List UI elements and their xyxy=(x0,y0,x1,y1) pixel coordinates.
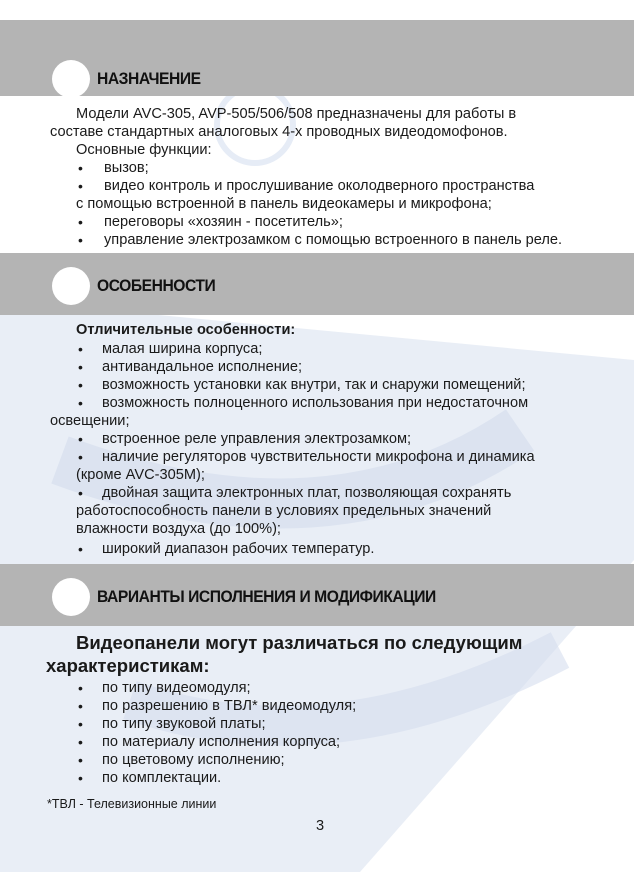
list-item-continuation: (кроме AVC-305M); xyxy=(76,467,205,483)
section-title-purpose: НАЗНАЧЕНИЕ xyxy=(97,69,201,88)
section-title-features: ОСОБЕННОСТИ xyxy=(97,276,216,295)
bullet: • xyxy=(78,377,83,393)
bullet: • xyxy=(78,178,83,194)
functions-heading: Основные функции: xyxy=(76,142,212,158)
section-band-features xyxy=(0,253,634,315)
list-item-continuation: освещении; xyxy=(50,413,130,429)
list-item: возможность полноценного использования при недостаточном xyxy=(102,395,529,411)
list-item-continuation: работоспособность панели в условиях предельных значений xyxy=(76,503,492,519)
section-circle-icon xyxy=(52,60,90,98)
list-item: встроенное реле управления электрозамком; xyxy=(102,431,412,447)
bullet: • xyxy=(78,716,83,732)
bullet: • xyxy=(78,160,83,176)
list-item: управление электрозамком с помощью встроенного в панель реле. xyxy=(104,232,563,248)
bullet: • xyxy=(78,359,83,375)
features-heading: Отличительные особенности: xyxy=(76,322,296,338)
list-item: по типу звуковой платы; xyxy=(102,716,266,732)
variants-heading: характеристикам: xyxy=(46,655,210,676)
bullet: • xyxy=(78,214,83,230)
bullet: • xyxy=(78,341,83,357)
bullet: • xyxy=(78,232,83,248)
bullet: • xyxy=(78,485,83,501)
page-number: 3 xyxy=(316,818,325,834)
bullet: • xyxy=(78,541,83,557)
list-item: наличие регуляторов чувствительности микрофона и динамика xyxy=(102,449,535,465)
bullet: • xyxy=(78,770,83,786)
list-item: по разрешению в ТВЛ* видеомодуля; xyxy=(102,698,357,714)
list-item: малая ширина корпуса; xyxy=(102,341,263,357)
section-circle-icon xyxy=(52,267,90,305)
bullet: • xyxy=(78,734,83,750)
footnote: *ТВЛ - Телевизионные линии xyxy=(47,797,217,811)
list-item: широкий диапазон рабочих температур. xyxy=(102,541,375,557)
bullet: • xyxy=(78,395,83,411)
list-item: видео контроль и прослушивание околодверного пространства xyxy=(104,178,535,194)
list-item: возможность установки как внутри, так и снаружи помещений; xyxy=(102,377,526,393)
list-item: по цветовому исполнению; xyxy=(102,752,285,768)
bullet: • xyxy=(78,431,83,447)
list-item: переговоры «хозяин - посетитель»; xyxy=(104,214,343,230)
section-circle-icon xyxy=(52,578,90,616)
bullet: • xyxy=(78,680,83,696)
section-title-variants: ВАРИАНТЫ ИСПОЛНЕНИЯ И МОДИФИКАЦИИ xyxy=(97,587,436,606)
purpose-intro-line: составе стандартных аналоговых 4-х проводных видеодомофонов. xyxy=(50,124,508,140)
list-item: вызов; xyxy=(104,160,149,176)
variants-heading: Видеопанели могут различаться по следующим xyxy=(76,632,523,653)
list-item: по материалу исполнения корпуса; xyxy=(102,734,341,750)
list-item: антивандальное исполнение; xyxy=(102,359,303,375)
section-band-variants xyxy=(0,564,634,626)
bullet: • xyxy=(78,698,83,714)
list-item: двойная защита электронных плат, позволяющая сохранять xyxy=(102,485,512,501)
list-item-continuation: с помощью встроенной в панель видеокамеры и микрофона; xyxy=(76,196,492,212)
bullet: • xyxy=(78,449,83,465)
bullet: • xyxy=(78,752,83,768)
list-item: по комплектации. xyxy=(102,770,222,786)
section-band-purpose xyxy=(0,20,634,96)
list-item-continuation: влажности воздуха (до 100%); xyxy=(76,521,281,537)
purpose-intro-line: Модели AVC-305, AVP-505/506/508 предназначены для работы в xyxy=(76,106,517,122)
list-item: по типу видеомодуля; xyxy=(102,680,251,696)
